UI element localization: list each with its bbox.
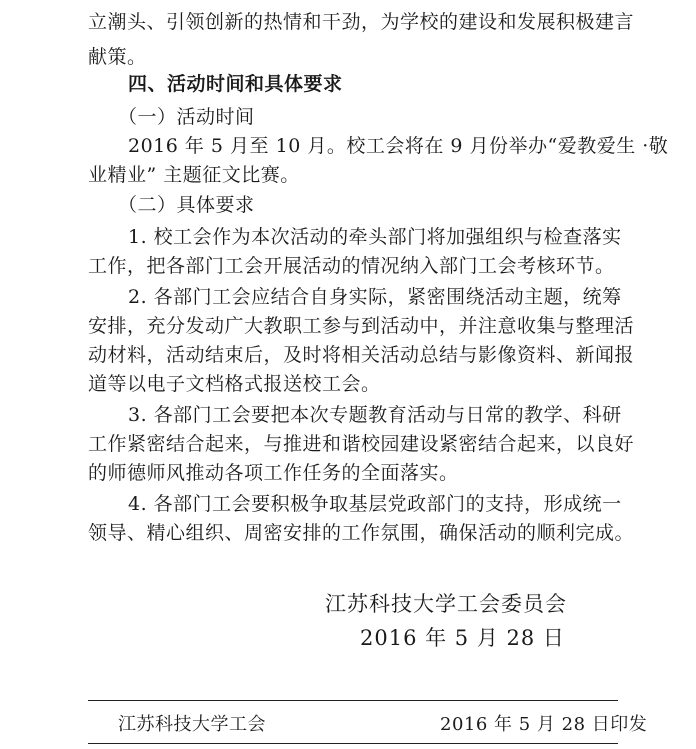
footer-bottom-rule (88, 743, 618, 744)
paragraph-line: 安排，充分发动广大教职工参与到活动中，并注意收集与整理活 (88, 315, 635, 337)
paragraph-line: 3. 各部门工会要把本次专题教育活动与日常的教学、科研 (128, 404, 622, 426)
signature-organization: 江苏科技大学工会委员会 (325, 592, 567, 616)
subsection-heading: （二）具体要求 (118, 194, 255, 216)
paragraph-line: 业精业” 主题征文比赛。 (88, 164, 300, 186)
paragraph-line: 2016 年 5 月至 10 月。校工会将在 9 月份举办“爱教爱生 ·敬 (128, 135, 669, 157)
signature-date: 2016 年 5 月 28 日 (360, 626, 565, 650)
footer-top-rule (88, 700, 618, 701)
paragraph-line: 立潮头、引领创新的热情和干劲，为学校的建设和发展积极建言 (88, 11, 635, 33)
paragraph-line: 工作，把各部门工会开展活动的情况纳入部门工会考核环节。 (88, 255, 615, 277)
paragraph-line: 4. 各部门工会要积极争取基层党政部门的支持，形成统一 (128, 493, 622, 515)
paragraph-line: 2. 各部门工会应结合自身实际，紧密围绕活动主题，统筹 (128, 286, 622, 308)
footer-organization: 江苏科技大学工会 (118, 714, 266, 735)
footer-print-date: 2016 年 5 月 28 日印发 (440, 714, 648, 735)
section-heading: 四、活动时间和具体要求 (128, 73, 343, 95)
paragraph-line: 献策。 (88, 46, 147, 68)
subsection-heading: （一）活动时间 (118, 106, 255, 128)
paragraph-line: 1. 校工会作为本次活动的牵头部门将加强组织与检查落实 (128, 226, 622, 248)
paragraph-line: 的师德师风推动各项工作任务的全面落实。 (88, 462, 459, 484)
paragraph-line: 领导、精心组织、周密安排的工作氛围，确保活动的顺利完成。 (88, 522, 635, 544)
paragraph-line: 工作紧密结合起来，与推进和谐校园建设紧密结合起来，以良好 (88, 433, 635, 455)
paragraph-line: 动材料，活动结束后，及时将相关活动总结与影像资料、新闻报 (88, 344, 635, 366)
paragraph-line: 道等以电子文档格式报送校工会。 (88, 373, 381, 395)
